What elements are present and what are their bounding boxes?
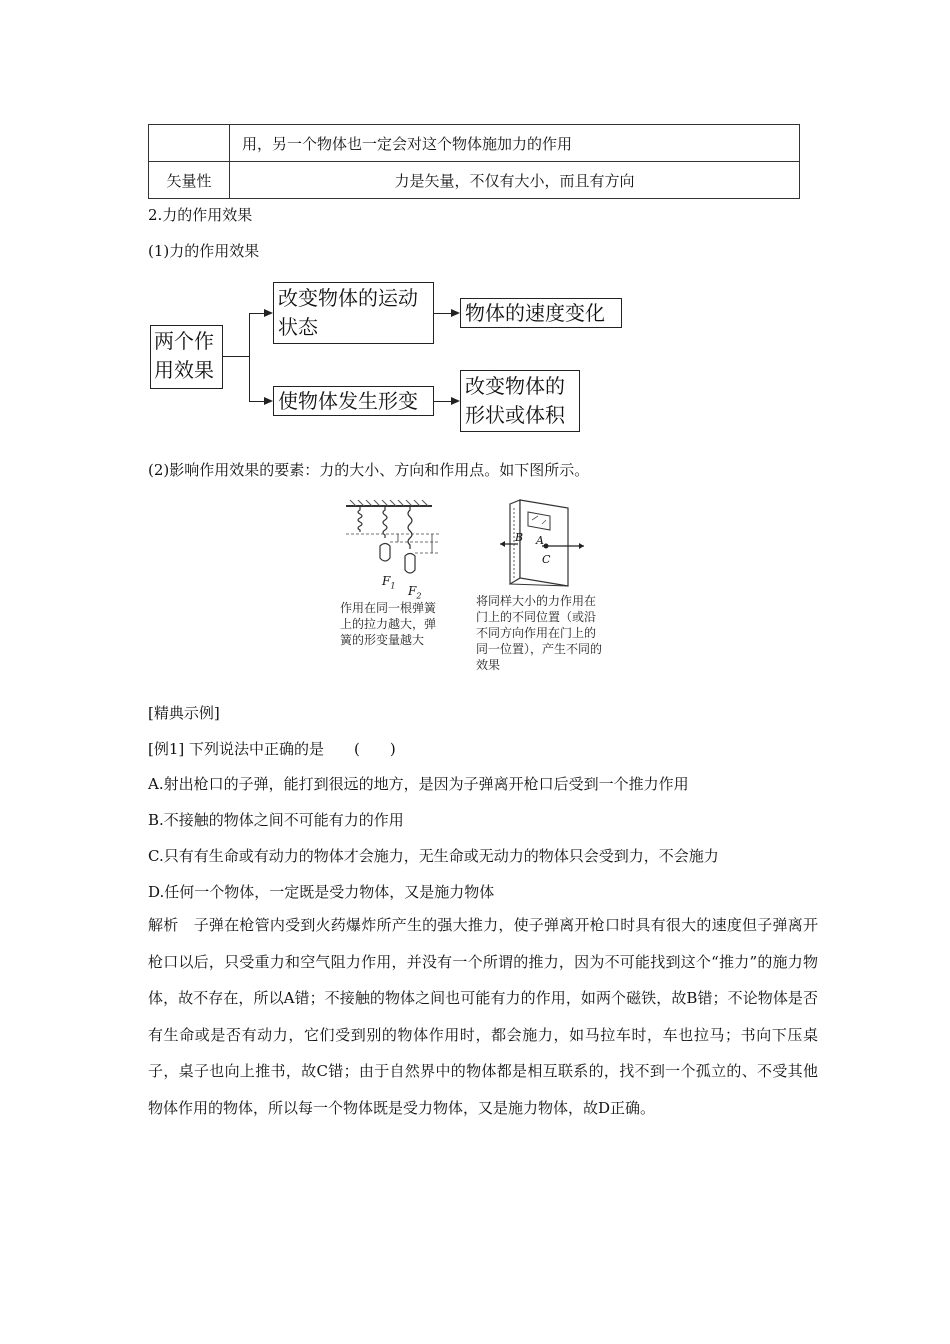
connector-line [434,313,451,314]
option-c: C.只有有生命或有动力的物体才会施力，无生命或无动力的物体只会受到力，不会施力 [148,847,719,865]
diagram-root-box: 两个作用效果 [150,325,223,389]
point-label-c: C [542,553,551,566]
force-label-f1 [382,574,395,590]
connector-line [249,313,250,402]
door-illustration [498,498,588,590]
arrow-icon [451,397,460,405]
option-b: B.不接触的物体之间不可能有力的作用 [148,811,404,829]
door-caption: 将同样大小的力作用在 门上的不同位置（或沿 不同方向作用在门上的 同一位置），产生不同的 效果 [476,594,603,672]
connector-line [434,401,451,402]
table-cell: 用，另一个物体也一定会对这个物体施加力的作用 [230,125,800,162]
force-label-f2-sub: 2 [416,591,422,601]
section-heading: 2.力的作用效果 [148,206,253,224]
force-label-f2-text: F [408,584,417,598]
option-d: D.任何一个物体，一定既是受力物体，又是施力物体 [148,883,495,901]
subsection-heading: (2)影响作用效果的要素：力的大小、方向和作用点。如下图所示。 [148,461,590,479]
option-a: A.射出枪口的子弹，能打到很远的地方，是因为子弹离开枪口后受到一个推力作用 [148,775,689,793]
point-label-b: B [515,531,524,544]
table-cell-label: 矢量性 [149,162,230,199]
arrow-icon [264,309,273,317]
connector-line [249,401,265,402]
connector-line [249,313,265,314]
table-cell: 力是矢量，不仅有大小，而且有方向 [230,162,800,199]
table-cell-empty [149,125,230,162]
property-table [148,124,800,199]
diagram-branch2-box: 使物体发生形变 [273,386,434,416]
diagram-branch1-box: 改变物体的运动状态 [273,282,434,344]
force-label-f1-text: F [382,574,391,588]
table-row [149,162,800,199]
force-label-f2 [408,584,421,600]
example-section-label: [精典示例] [148,704,220,722]
connector-line [223,356,249,357]
table-row [149,125,800,162]
diagram-result2-box: 改变物体的形状或体积 [460,370,580,432]
subsection-heading: (1)力的作用效果 [148,242,260,260]
analysis-paragraph: 解析 子弹在枪管内受到火药爆炸所产生的强大推力，使子弹离开枪口时具有很大的速度但子弹离开枪口以后，只受重力和空气阻力作用，并没有一个所谓的推力，因为不可能找到这个“推力”的施力物体，故不存在，所以A错；不接触的物体之间也可能有力的作用，如两个磁铁，故B错；不论物体是否有生命或是否有动力，它们受到别的物体作用时，都会施力，如马拉车时，车也拉马；书向下压桌子，桌子也向上推书，故C错；由于自然界中的物体都是相互联系的，找不到一个孤立的、不受其他物体作用的物体，所以每一个物体既是受力物体，又是施力物体，故D正确。 [148,916,818,1117]
force-label-f1-sub: 1 [390,581,396,591]
spring-illustration [340,498,450,601]
arrow-icon [264,397,273,405]
diagram-result1-box: 物体的速度变化 [460,298,622,328]
point-label-a: A [536,534,544,547]
spring-caption: 作用在同一根弹簧 上的拉力越大，弹 簧的形变量越大 [340,601,437,647]
example-question: [例1] 下列说法中正确的是 ( ) [148,740,396,758]
arrow-icon [451,309,460,317]
